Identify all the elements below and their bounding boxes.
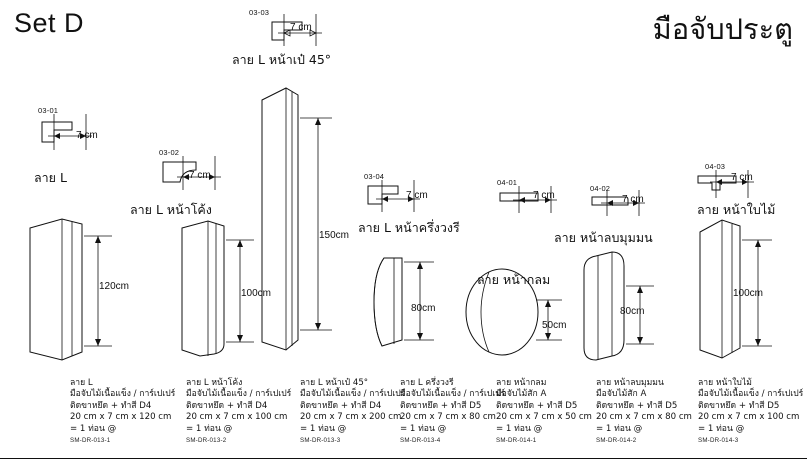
spec-line-4: 20 cm x 7 cm x 200 cm (300, 412, 402, 423)
spec-line-3: ติดขาหยึด + ทำสี D5 (596, 400, 678, 411)
spec-line-5: = 1 ท่อน @ (400, 423, 447, 434)
spec-line-5: = 1 ท่อน @ (698, 423, 745, 434)
spec-line-5: = 1 ท่อน @ (496, 423, 543, 434)
spec-line-2: มือจับไม้สัก A (496, 389, 547, 400)
width-note-04-02: 7 cm (622, 194, 644, 205)
spec-sku: SM-DR-013-3 (300, 437, 341, 445)
height-04-01: 50cm (542, 320, 567, 331)
height-04-02: 80cm (620, 306, 645, 317)
spec-sku: SM-DR-014-1 (496, 437, 537, 445)
code-04-02: 04-02 (590, 184, 611, 193)
name-03-02: ลาย L หน้าโค้ง (130, 202, 212, 217)
code-03-01: 03-01 (38, 106, 59, 115)
spec-line-1: ลาย หน้ากลม (496, 378, 547, 388)
width-note-04-03: 7 cm (731, 172, 753, 183)
width-note-04-01: 7 cm (533, 190, 555, 201)
code-03-03: 03-03 (249, 8, 270, 17)
spec-sku: SM-DR-013-1 (70, 437, 111, 445)
name-04-01: ลาย หน้ากลม (477, 272, 551, 287)
width-note-03-03: 7 cm (290, 22, 312, 33)
spec-line-3: ติดขาหยึด + ทำสี D5 (698, 400, 780, 411)
spec-block-04-03 (698, 378, 803, 446)
spec-line-4: 20 cm x 7 cm x 50 cm (496, 412, 592, 423)
spec-line-4: 20 cm x 7 cm x 120 cm (70, 412, 172, 423)
code-04-03: 04-03 (705, 162, 726, 171)
spec-line-1: ลาย หน้าลบมุมมน (596, 378, 664, 388)
spec-line-1: ลาย L หน้าโค้ง (186, 378, 243, 388)
height-03-04: 80cm (411, 303, 436, 314)
page-title-right: มือจับประตู (652, 12, 793, 46)
spec-block-03-03 (300, 378, 405, 446)
spec-block-03-01 (70, 378, 175, 446)
spec-line-4: 20 cm x 7 cm x 80 cm (400, 412, 496, 423)
spec-line-5: = 1 ท่อน @ (70, 423, 117, 434)
page-title-left: Set D (14, 8, 85, 38)
code-03-04: 03-04 (364, 172, 385, 181)
width-note-03-01: 7 cm (76, 130, 98, 141)
spec-line-5: = 1 ท่อน @ (186, 423, 233, 434)
height-03-02: 100cm (241, 288, 272, 299)
name-04-03: ลาย หน้าใบไม้ (697, 202, 776, 217)
spec-line-2: มือจับไม้สัก A (596, 389, 647, 400)
height-03-01: 120cm (99, 281, 130, 292)
name-03-01: ลาย L (34, 170, 67, 185)
spec-line-5: = 1 ท่อน @ (300, 423, 347, 434)
spec-sku: SM-DR-013-4 (400, 437, 441, 445)
height-03-03: 150cm (319, 230, 350, 241)
spec-sku: SM-DR-013-2 (186, 437, 227, 445)
spec-line-1: ลาย L หน้าเป๋ 45° (300, 378, 369, 388)
width-note-03-02: 7 cm (189, 170, 211, 181)
spec-line-3: ติดขาหยึด + ทำสี D4 (300, 400, 382, 411)
spec-sku: SM-DR-014-3 (698, 437, 739, 445)
spec-line-5: = 1 ท่อน @ (596, 423, 643, 434)
spec-line-1: ลาย หน้าใบไม้ (698, 378, 752, 388)
spec-line-2: มือจับไม้เนื้อแข็ง / การ์เปเปร์ (698, 389, 804, 400)
spec-sku: SM-DR-014-2 (596, 437, 637, 445)
spec-line-3: ติดขาหยึด + ทำสี D5 (400, 400, 482, 411)
body-03-04 (374, 258, 434, 346)
sheet-bottom-rule (0, 458, 807, 459)
code-03-02: 03-02 (159, 148, 180, 157)
width-note-03-04: 7 cm (406, 190, 428, 201)
spec-line-4: 20 cm x 7 cm x 100 cm (186, 412, 288, 423)
spec-line-2: มือจับไม้เนื้อแข็ง / การ์เปเปร์ (300, 389, 406, 400)
spec-line-2: มือจับไม้เนื้อแข็ง / การ์เปเปร์ (186, 389, 292, 400)
name-04-02: ลาย หน้าลบมุมมน (554, 230, 653, 245)
spec-line-1: ลาย L ครึ่งวงรี (400, 378, 454, 388)
code-04-01: 04-01 (497, 178, 518, 187)
name-03-04: ลาย L หน้าครึ่งวงรี (358, 220, 460, 235)
spec-block-03-02 (186, 378, 291, 446)
spec-block-04-01 (496, 378, 592, 446)
spec-line-4: 20 cm x 7 cm x 100 cm (698, 412, 800, 423)
spec-line-2: มือจับไม้เนื้อแข็ง / การ์เปเปร์ (70, 389, 176, 400)
spec-block-03-04 (400, 378, 505, 446)
spec-block-04-02 (596, 378, 692, 446)
spec-line-2: มือจับไม้เนื้อแข็ง / การ์เปเปร์ (400, 389, 506, 400)
height-04-03: 100cm (733, 288, 764, 299)
spec-line-1: ลาย L (70, 378, 93, 388)
spec-line-4: 20 cm x 7 cm x 80 cm (596, 412, 692, 423)
body-03-03 (262, 88, 332, 350)
name-03-03: ลาย L หน้าเป๋ 45° (232, 52, 332, 67)
spec-line-3: ติดขาหยึด + ทำสี D4 (70, 400, 152, 411)
spec-line-3: ติดขาหยึด + ทำสี D4 (186, 400, 268, 411)
spec-line-3: ติดขาหยึด + ทำสี D5 (496, 400, 578, 411)
